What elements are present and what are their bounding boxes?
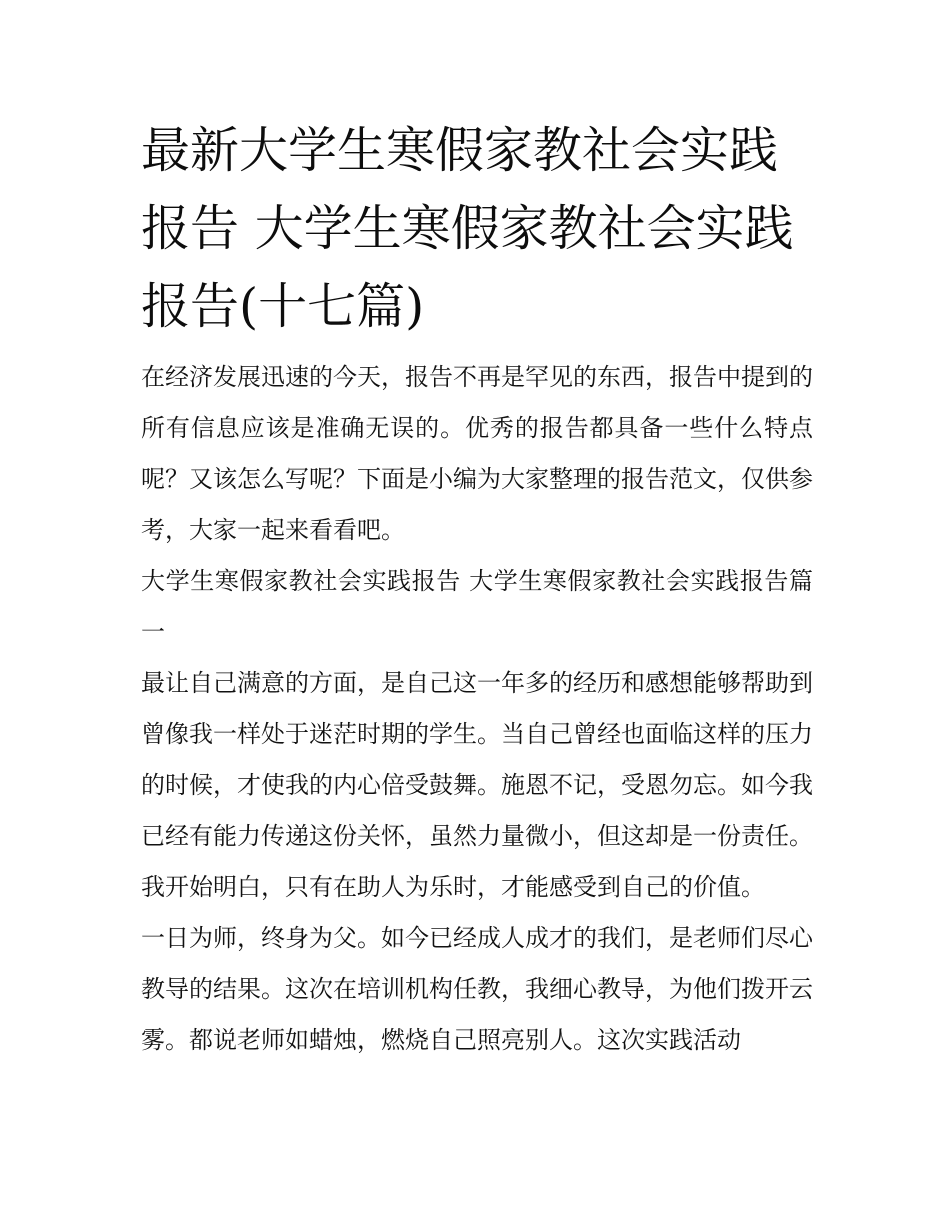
body-paragraph: 最让自己满意的方面，是自己这一年多的经历和感想能够帮助到曾像我一样处于迷茫时期的学生。当自己曾经也面临这样的压力的时候，才使我的内心倍受鼓舞。施恩不记，受恩勿忘。如今我已经有能力传递这份关怀，虽然力量微小，但这却是一份责任。我开始明白，只有在助人为乐时，才能感受到自己的价值。 bbox=[141, 669, 813, 901]
intro-paragraph: 在经济发展迅速的今天，报告不再是罕见的东西，报告中提到的所有信息应该是准确无误的。优秀的报告都具备一些什么特点呢？又该怎么写呢？下面是小编为大家整理的报告范文，仅供参考，大家一起来看看吧。 bbox=[141, 363, 813, 544]
document-title: 最新大学生寒假家教社会实践报告 大学生寒假家教社会实践报告(十七篇) bbox=[141, 122, 794, 335]
body-paragraph: 一日为师，终身为父。如今已经成人成才的我们，是老师们尽心教导的结果。这次在培训机构任教，我细心教导，为他们拨开云雾。都说老师如蜡烛，燃烧自己照亮别人。这次实践活动 bbox=[141, 924, 813, 1054]
document-body bbox=[141, 112, 813, 1066]
section-heading: 大学生寒假家教社会实践报告 大学生寒假家教社会实践报告篇一 bbox=[141, 567, 813, 646]
